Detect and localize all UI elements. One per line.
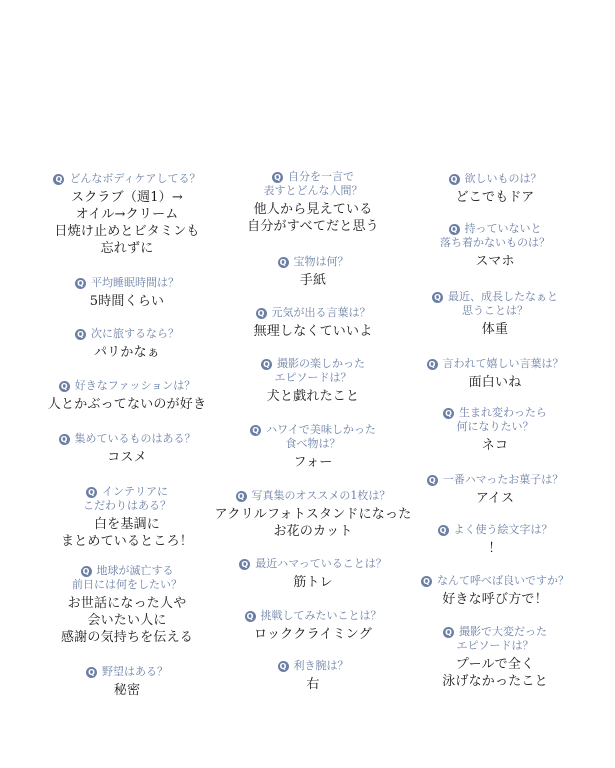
answer: ロッククライミング (254, 627, 372, 642)
qa-item (213, 609, 413, 643)
question-text: 欲しいものは？ (464, 172, 542, 185)
question-text: 挑戦してみたいことは？ (260, 609, 382, 622)
qa-item (395, 406, 595, 454)
qa-item (213, 489, 413, 540)
question-text: 利き腕は？ (293, 659, 349, 672)
q-mark-icon: Q (432, 292, 443, 303)
qa-item (395, 574, 595, 608)
question-text: よく使う絵文字は？ (453, 523, 553, 536)
q-mark-icon: Q (278, 661, 289, 672)
q-mark-icon: Q (272, 172, 283, 183)
question-text: 撮影で大変だった エピソードは？ (456, 625, 547, 652)
qa-item (213, 306, 413, 340)
answer: プールで全く 泳げなかったこと (442, 657, 548, 689)
question-text: 一番ハマったお菓子は？ (442, 473, 564, 486)
answer: アイス (475, 491, 515, 506)
question (395, 625, 595, 653)
q-mark-icon: Q (86, 487, 97, 498)
question-text: 言われて嬉しい言葉は？ (442, 357, 564, 370)
answer: お世話になった人や 会いたい人に 感謝の気持ちを伝える (60, 596, 193, 645)
q-mark-icon: Q (443, 408, 454, 419)
q-mark-icon: Q (53, 174, 64, 185)
q-mark-icon: Q (59, 434, 70, 445)
question (213, 423, 413, 451)
answer: 右 (306, 677, 320, 692)
qa-item (395, 523, 595, 557)
answer: ！ (488, 541, 502, 556)
question (27, 379, 227, 393)
question-text: 生まれ変わったら 何になりたい？ (456, 406, 547, 433)
q-mark-icon: Q (75, 278, 86, 289)
question (27, 327, 227, 341)
q-mark-icon: Q (250, 425, 261, 436)
question-text: 元気が出る言葉は？ (271, 306, 371, 319)
qa-item (27, 485, 227, 550)
answer: 秘密 (113, 683, 141, 698)
answer: 無理しなくていいよ (253, 324, 373, 339)
answer: どこでもドア (455, 190, 535, 205)
qa-column-center (213, 0, 413, 768)
question-text: 宝物は何？ (293, 255, 349, 268)
qa-item (395, 290, 595, 338)
q-mark-icon: Q (449, 224, 460, 235)
q-mark-icon: Q (59, 381, 70, 392)
qa-item (27, 327, 227, 361)
q-mark-icon: Q (239, 559, 250, 570)
q-mark-icon: Q (86, 667, 97, 678)
question (395, 406, 595, 434)
q-mark-icon: Q (278, 257, 289, 268)
answer: 人とかぶってないのが好き (47, 397, 207, 412)
q-mark-icon: Q (256, 308, 267, 319)
q-mark-icon: Q (245, 611, 256, 622)
question (395, 172, 595, 186)
answer: 5時間くらい (89, 294, 165, 309)
question-text: 集めているものはある？ (74, 432, 196, 445)
question-text: 最近、成長したなぁと 思うことは？ (448, 290, 558, 317)
qa-item (213, 170, 413, 235)
answer: 筋トレ (293, 575, 333, 590)
qa-item (213, 423, 413, 471)
answer: 犬と戯れたこと (266, 389, 360, 404)
qa-item (395, 172, 595, 206)
qa-item (395, 625, 595, 690)
question (27, 564, 227, 592)
question-text: インテリアに こだわりはある？ (83, 485, 171, 512)
q-mark-icon: Q (427, 359, 438, 370)
qa-item (395, 222, 595, 270)
qa-item (27, 432, 227, 466)
question (27, 432, 227, 446)
question (213, 609, 413, 623)
question (27, 276, 227, 290)
qa-item (213, 357, 413, 405)
qa-item (27, 276, 227, 310)
question-text: 地球が滅亡する 前日には何をしたい？ (72, 564, 182, 591)
answer: コスメ (107, 450, 147, 465)
q-mark-icon: Q (421, 576, 432, 587)
question-text: 最近ハマっていることは？ (255, 557, 387, 570)
question (395, 222, 595, 250)
question (27, 485, 227, 513)
answer: スクラブ（週1）→ オイル→クリーム 日焼け止めとビタミンも 忘れずに (54, 190, 200, 256)
qa-item (27, 564, 227, 646)
question (27, 665, 227, 679)
answer: 面白いね (468, 375, 522, 390)
qa-item (213, 557, 413, 591)
qa-item (27, 379, 227, 413)
question-text: 次に旅するなら？ (91, 327, 179, 340)
question-text: 撮影の楽しかった エピソードは？ (274, 357, 365, 384)
question-text: 写真集のオススメの1枚は？ (251, 489, 391, 502)
question (213, 489, 413, 503)
answer: スマホ (475, 254, 515, 269)
question (213, 306, 413, 320)
qa-item (213, 255, 413, 289)
question (27, 172, 227, 186)
question (395, 574, 595, 588)
answer: アクリルフォトスタンドになった お花のカット (214, 507, 412, 539)
question-text: 持っていないと 落ち着かないものは？ (440, 222, 550, 249)
q-mark-icon: Q (75, 329, 86, 340)
qa-item (27, 172, 227, 257)
question (395, 473, 595, 487)
question (213, 357, 413, 385)
answer: ネコ (481, 438, 509, 453)
qa-item (27, 665, 227, 699)
question (213, 255, 413, 269)
answer: 体重 (481, 322, 509, 337)
answer: パリかなぁ (93, 345, 160, 360)
question-text: ハワイで美味しかった 食べ物は？ (266, 423, 376, 450)
q-mark-icon: Q (236, 491, 247, 502)
q-mark-icon: Q (427, 475, 438, 486)
q-mark-icon: Q (438, 525, 449, 536)
qa-column-left (27, 0, 227, 768)
question (395, 523, 595, 537)
qa-item (213, 659, 413, 693)
q-mark-icon: Q (81, 566, 92, 577)
qa-item (395, 473, 595, 507)
answer: フォー (293, 455, 333, 470)
question-text: 平均睡眠時間は？ (91, 276, 179, 289)
question (213, 170, 413, 198)
question (395, 357, 595, 371)
qa-column-right (395, 0, 595, 768)
answer: 他人から見えている 自分がすべてだと思う (247, 202, 379, 234)
answer: 好きな呼び方で！ (442, 592, 548, 607)
question-text: 自分を一言で 表すとどんな人間？ (263, 170, 363, 197)
q-mark-icon: Q (449, 174, 460, 185)
question (213, 659, 413, 673)
answer: 手紙 (299, 273, 327, 288)
qa-item (395, 357, 595, 391)
q-mark-icon: Q (443, 627, 454, 638)
question-text: どんなボディケアしてる？ (69, 172, 201, 185)
question-text: なんて呼べば良いですか？ (437, 574, 569, 587)
question-text: 好きなファッションは？ (74, 379, 196, 392)
q-mark-icon: Q (261, 359, 272, 370)
question (395, 290, 595, 318)
answer: 白を基調に まとめているところ！ (60, 517, 193, 549)
question-text: 野望はある？ (102, 665, 168, 678)
question (213, 557, 413, 571)
